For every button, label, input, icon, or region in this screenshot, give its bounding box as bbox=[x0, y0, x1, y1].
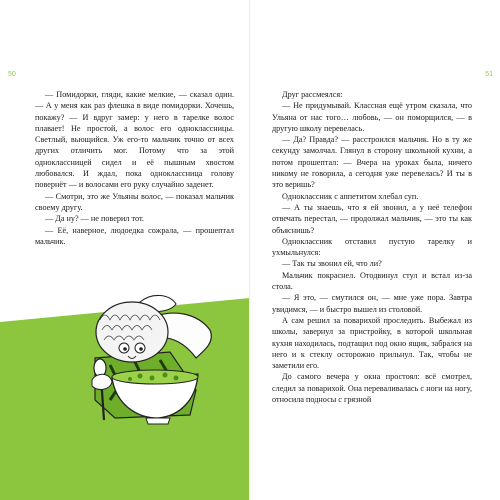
paragraph: Одноклассник отставил пустую тарелку и ухмыльнулся: bbox=[272, 236, 472, 258]
paragraph: — Помидорки, гляди, какие мелкие, — сказал один. — А у меня как раз флешка в виде помидорки. Хочешь, покажу? — И вдруг замер: у него в тарелке волос плавает! Не простой, а волос его одноклассницы. Светлый, вьющийся. Уж его-то мальчик точно от всех других отличить мог. Потому что за этой одноклассницей сидел и её пышным хвостом любовался. И ждал, пока одноклассница голову повернёт — и волосами его руку случайно заденет. bbox=[35, 90, 234, 190]
left-page-text bbox=[35, 89, 234, 247]
page-number-right: 51 bbox=[485, 71, 493, 78]
paragraph: — Я это, — смутился он, — мне уже пора. Завтра увидимся, — и быстро вышел из столовой. bbox=[272, 293, 472, 314]
soup bbox=[112, 370, 198, 384]
paragraph: — Не придумывай. Классная ещё утром сказала, что Ульяна от нас того… любовь, — он поморщился, — в другую школу перевелась. bbox=[272, 101, 472, 133]
paragraph: Одноклассник с аппетитом хлебал суп. bbox=[282, 191, 419, 201]
paragraph: Мальчик покраснел. Отодвинул стул и встал из-за стола. bbox=[272, 270, 472, 292]
paragraph: — А ты знаешь, что я ей звонил, а у неё телефон отвечать перестал, — продолжал мальчик, — это ты как объяснишь? bbox=[272, 202, 472, 235]
boy-head bbox=[96, 302, 168, 362]
right-page bbox=[250, 0, 500, 500]
paragraph: — Да ну? — не поверил тот. bbox=[45, 214, 144, 224]
boy-eating-soup-illustration bbox=[0, 240, 250, 500]
paragraph: — Смотри, это же Ульяны волос, — показал мальчик своему другу. bbox=[35, 191, 234, 212]
paragraph: А сам решил за поварихой проследить. Выбежал из школы, завернул за пристройку, в которой школьная кухня находилась, подтащил под окно ящик, забрался на него и к стеклу осторожно прильнул. Так, чтобы не заметили его. bbox=[272, 315, 472, 371]
paragraph: До самого вечера у окна простоял: всё смотрел, следил за поварихой. Она переваливалась с ноги на ногу, относила подносы с грязной bbox=[272, 372, 472, 405]
paragraph: Друг рассмеялся: bbox=[282, 90, 343, 99]
right-page-text bbox=[272, 89, 472, 405]
paragraph: — Да? Правда? — расстроился мальчик. Но в ту же секунду замолчал. Глянул в сторону школьной кухни, а потом прошептал: — Вчера на уроках была, ничего никому не говорила, а сегодня уже перевелась? И ты в это веришь? bbox=[272, 135, 472, 190]
paragraph: — Так ты звонил ей, что ли? bbox=[282, 259, 382, 269]
page-number-left: 50 bbox=[8, 71, 16, 78]
paragraph: — Её, наверное, людоедка сожрала, — прошептал мальчик. bbox=[35, 225, 234, 246]
